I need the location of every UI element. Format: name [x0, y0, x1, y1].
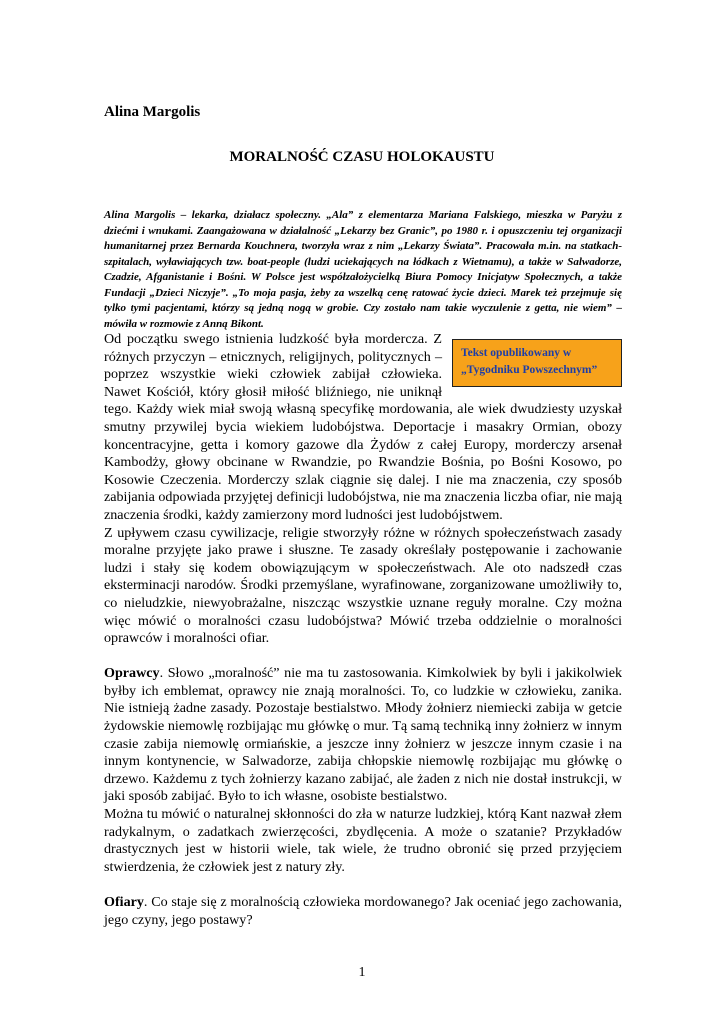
paragraph-2: Z upływem czasu cywilizacje, religie stworzyły różne w różnych społeczeństwach zasady moralne przyjęte jako prawe i słuszne. Te zasady określały postępowanie i zachowanie ludzi i stały się kodem obowiązującym w społeczeństwach. Ale oto nadszedł czas eksterminacji narodów. Środki przemyślane, wyrafinowane, zorganizowane umożliwiły to, co nieludzkie, niewyobrażalne, niszcząc wszystkie uznane reguły moralne. Czy można więc mówić o moralności czasu ludobójstwa? Mówić trzeba oddzielnie o moralności oprawców i moralności ofiar.: [104, 524, 622, 647]
paragraph-3-lead: Oprawcy: [104, 665, 160, 682]
publication-note-line2: „Tygodniku Powszechnym”: [461, 364, 598, 376]
paragraph-3: [104, 665, 622, 806]
paragraph-5-text: . Co staje się z moralnością człowieka mordowanego? Jak oceniać jego zachowania, jego czyny, jego postawy?: [104, 894, 622, 928]
paragraph-1: Od początku swego istnienia ludzkość była mordercza. Z różnych przyczyn – etnicznych, religijnych, politycznych – poprzez wszystkie wieki człowiek zabijał człowieka. Nawet Kościół, który głosił miłość bliźniego, nie uniknął tego. Każdy wiek miał swoją własną specyfikę mordowania, ale wiek dwudziesty uzyskał smutny przywilej bycia wiekiem ludobójstwa. Deportacje i masakry Ormian, obozy koncentracyjne, getta i komory gazowe dla Żydów z całej Europy, morderczy arsenał Kambodży, głowy obcinane w Rwandzie, po Rwandzie Bośnia, po Bośni Kosowo, po Kosowie Czeczenia. Morderczy szlak ciągnie się dalej. I nie ma znaczenia, czy sposób zabijania odpowiada przyjętej definicji ludobójstwa, nie ma znaczenia liczba ofiar, nie mają znaczenia środki, każdy zamierzony mord ludności jest ludobójstwem.: [104, 331, 622, 523]
paragraph-3-text: . Słowo „moralność” nie ma tu zastosowania. Kimkolwiek by byli i jakikolwiek byłby ich emblemat, oprawcy nie znają moralności. To, co ludzkie w człowieku, zanika. Nie istnieją żadne zasady. Pozostaje bestialstwo. Młody żołnierz niemiecki zabija w getcie żydowskie niemowlę rozbijając mu główkę o mur. Tą samą techniką inny żołnierz w innym czasie zabija niemowlę ormiańskie, a jeszcze inny żołnierz w jeszcze innym czasie i na innym kontynencie, w Salwadorze, zabija chłopskie niemowlę rozbijając mu główkę o drzewo. Każdemu z tych żołnierzy kazano zabijać, ale żaden z nich nie dostał instrukcji, w jaki sposób zabijać. Było to ich własne, osobiste bestialstwo.: [104, 665, 622, 805]
publication-note-line1: Tekst opublikowany w: [461, 347, 572, 359]
author-bio: [104, 208, 622, 332]
author-bio-text: Alina Margolis – lekarka, działacz społeczny. „Ala” z elementarza Mariana Falskiego, mieszka w Paryżu z dziećmi i wnukami. Zaangażowana w działalność „Lekarzy bez Granic”, po 1980 r. i opuszczeniu tej organizacji humanitarnej przez Bernarda Kouchnera, tworzyła wraz z nim „Lekarzy Świata”. Pracowała m.in. na statkach-szpitalach, wyławiających tzw. boat-people (ludzi uciekających na łódkach z Wietnamu), a także w Salwadorze, Czadzie, Afganistanie i Bośni. W Polsce jest współzałożycielką Biura Pomocy Inicjatyw Społecznych, a także Fundacji „Dzieci Niczyje”. „To moja pasja, żeby za wszelką cenę ratować życie dzieci. Marek też przejmuje się tylko tymi pacjentami, którzy są jedną nogą w grobie. Czy zostało nam takie wyczulenie z getta, nie wiem” – mówiła w rozmowie z Anną Bikont.: [104, 209, 622, 330]
paragraph-5: [104, 894, 622, 929]
page-number: 1: [358, 965, 366, 980]
article-title: MORALNOŚĆ CZASU HOLOKAUSTU: [229, 149, 495, 165]
article-body: [104, 331, 622, 929]
author-name: Alina Margolis: [104, 104, 201, 120]
paragraph-5-lead: Ofiary: [104, 894, 144, 910]
paragraph-4: Można tu mówić o naturalnej skłonności do zła w naturze ludzkiej, którą Kant nazwał złem radykalnym, o zadatkach zwierzęcości, zbydlęcenia. A może o szatanie? Przykładów drastycznych jest w historii wiele, tak wiele, że trudno obronić się przed przyjęciem stwierdzenia, że człowiek jest z natury zły.: [104, 806, 622, 875]
publication-note-box: [452, 339, 622, 387]
